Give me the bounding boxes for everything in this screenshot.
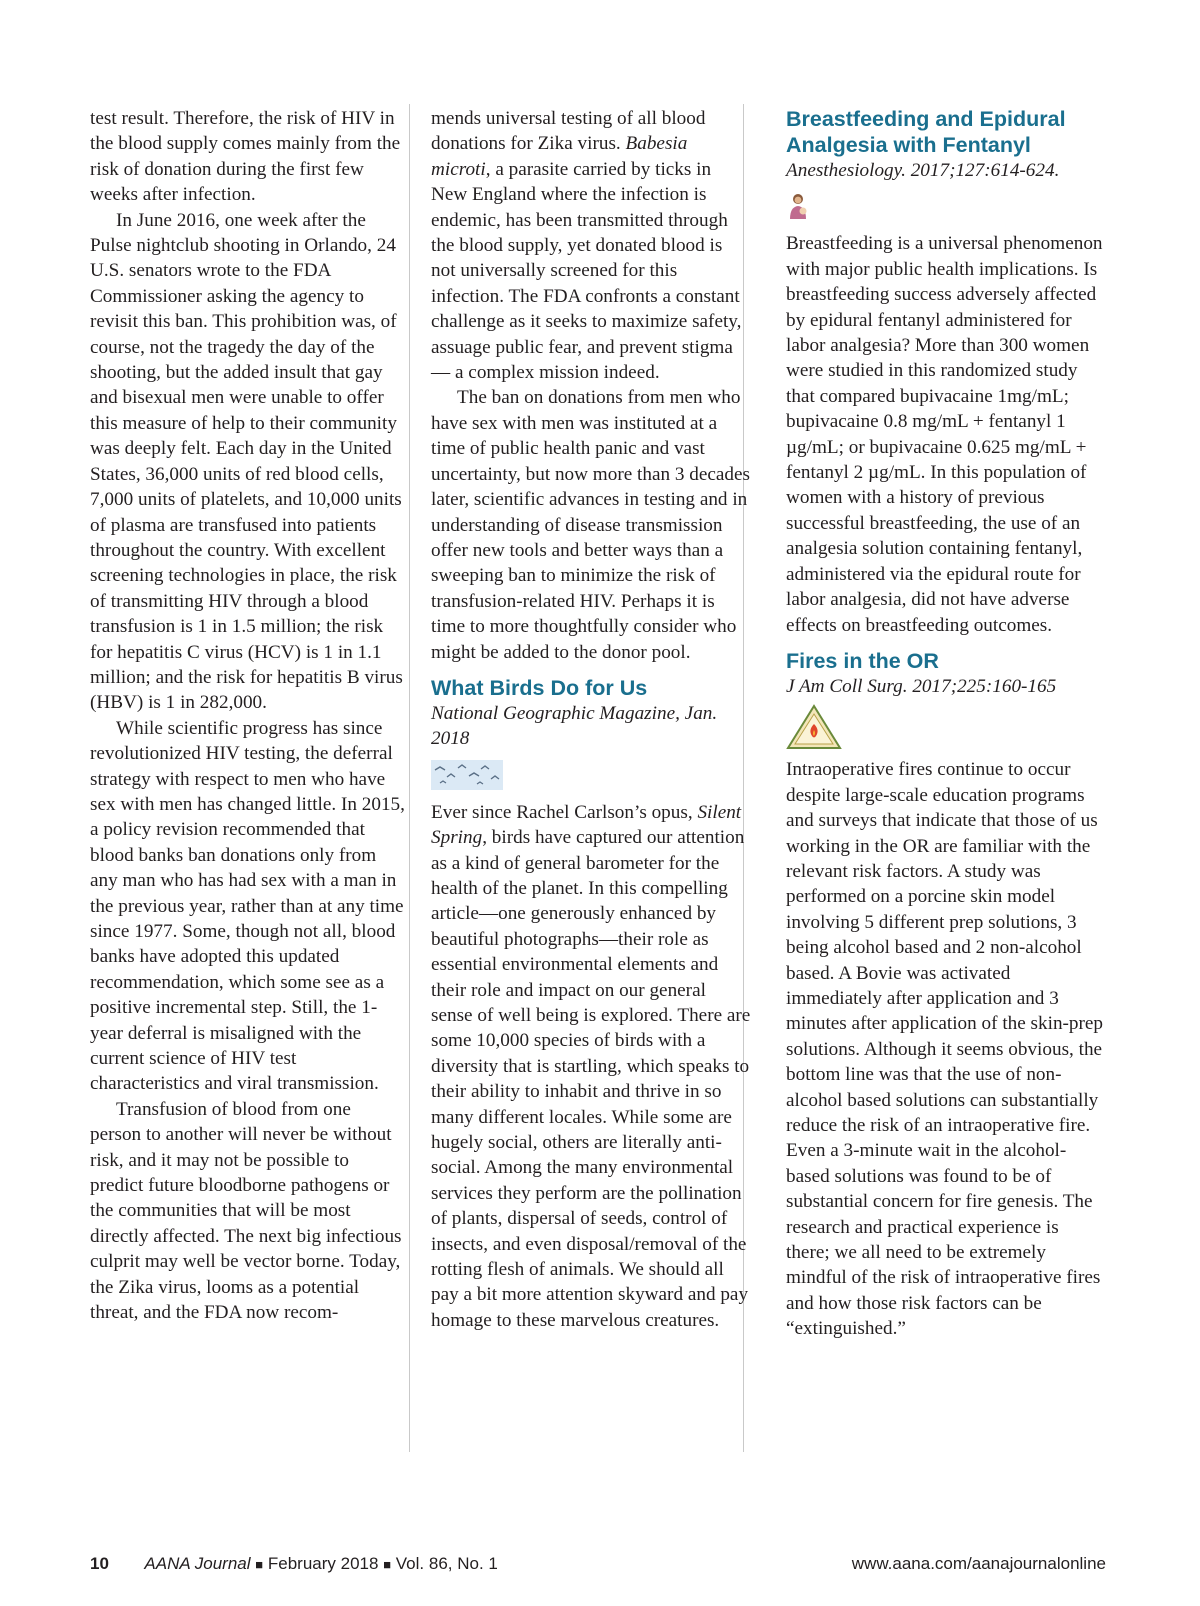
- breastfeeding-icon: [786, 187, 1106, 225]
- column-2: [431, 106, 751, 1333]
- issue-date: February 2018: [267, 1554, 379, 1573]
- section-heading-birds: What Birds Do for Us: [431, 675, 648, 700]
- species-name: Babesia microti: [431, 133, 688, 180]
- journal-name: AANA Journal: [144, 1554, 251, 1573]
- fire-triangle-icon: [786, 703, 1106, 751]
- footer-left: [90, 1554, 498, 1574]
- column-divider-1: [409, 104, 410, 1452]
- separator: ■: [383, 1557, 392, 1572]
- text-run: Ever since Rachel Carlson’s opus,: [431, 801, 698, 823]
- paragraph: Breastfeeding is a universal phenomenon with major public health implications. Is breastfeeding success adversely affected by epidural fentanyl administered for labor analgesia? More than 300 women were studied in this randomized study that compared bupivacaine 1mg/mL; bupivacaine 0.8 mg/mL + fentanyl 1 µg/mL; or bupivacaine 0.625 mg/mL + fentanyl 2 µg/mL. In this population of women with a history of previous successful breastfeeding, the use of an analgesia solution containing fentanyl, administered via the epidural route for labor analgesia, did not have adverse effects on breastfeeding outcomes.: [786, 233, 1103, 636]
- paragraph: Transfusion of blood from one person to another will never be without risk, and it may not be possible to predict future bloodborne pathogens or the communities that will be most directly affected. The next big infectious culprit may well be vector borne. Today, the Zika virus, looms as a potential threat, and the FDA now recom-: [90, 1098, 402, 1324]
- column-3: [786, 106, 1106, 1342]
- paragraph: Intraoperative fires continue to occur despite large-scale education programs and surveys that indicate that those of us working in the OR are familiar with the relevant risk factors. A study was performed on a porcine skin model involving 5 different prep solutions, 3 being alcohol based and 2 non-alcohol based. A Bovie was activated immediately after application and 3 minutes after application of the skin-prep solutions. Although it seems obvious, the bottom line was that the use of non-alcohol based solutions can substantially reduce the risk of an intraoperative fire. Even a 3-minute wait in the alcohol-based solutions was found to be of substantial concern for fire genesis. The research and practical experience is there; we all need to be extremely mindful of the risk of intraoperative fires and how those risk factors can be “extinguished.”: [786, 759, 1104, 1340]
- text-run: mends universal testing of all blood donations for Zika virus.: [431, 108, 706, 155]
- column-1: [90, 106, 406, 1326]
- text-run: , birds have captured our attention as a kind of general barometer for the health of the planet. In this compelling article—one generously enhanced by beautiful photographs—their role as essential environmental elements and their role and impact on our general sense of well being is explored. There are some 10,000 species of birds with a diversity that is startling, which speaks to their ability to inhabit and thrive in so many different locales. While some are hugely social, others are literally anti-social. Among the many environmental services they perform are the pollination of plants, dispersal of seeds, control of insects, and even disposal/removal of the rotting flesh of animals. We should all pay a bit more attention skyward and pay homage to these marvelous creatures.: [431, 827, 751, 1331]
- birds-icon: [431, 756, 751, 794]
- book-title: Silent Spring: [431, 801, 742, 849]
- citation-birds: National Geographic Magazine, Jan. 2018: [431, 702, 718, 750]
- section-heading-fires: Fires in the OR: [786, 648, 939, 673]
- paragraph: test result. Therefore, the risk of HIV in the blood supply comes mainly from the risk of donation during the first few weeks after infection.: [90, 108, 401, 206]
- paragraph: While scientific progress has since revolutionized HIV testing, the deferral strategy with respect to men who have sex with men has changed little. In 2015, a policy revision recommended that blood banks ban donations only from any man who has had sex with a man in the previous year, rather than at any time since 1977. Some, though not all, blood banks have adopted this updated recommendation, which some see as a positive incremental step. Still, the 1-year deferral is misaligned with the current science of HIV test characteristics and viral transmission.: [90, 717, 405, 1095]
- footer-url[interactable]: www.aana.com/aanajournalonline: [851, 1554, 1106, 1573]
- citation-fires: J Am Coll Surg. 2017;225:160-165: [786, 675, 1057, 697]
- text-run: , a parasite carried by ticks in New England where the infection is endemic, has been transmitted through the blood supply, yet donated blood is not universally screened for this infection. The FDA confronts a constant challenge as it seeks to maximize safety, assuage public fear, and prevent stigma — a complex mission indeed.: [431, 158, 742, 384]
- section-heading-breastfeeding: Breastfeeding and Epidural Analgesia with Fentanyl: [786, 107, 1066, 157]
- volume-info: Vol. 86, No. 1: [395, 1554, 498, 1573]
- paragraph: [431, 800, 751, 1334]
- separator: ■: [255, 1557, 264, 1572]
- paragraph: The ban on donations from men who have sex with men was instituted at a time of public health panic and vast uncertainty, but now more than 3 decades later, scientific advances in testing and in understanding of disease transmission offer new tools and better ways than a sweeping ban to minimize the risk of transfusion-related HIV. Perhaps it is time to more thoughtfully consider who might be added to the donor pool.: [431, 387, 750, 663]
- paragraph: [431, 106, 751, 385]
- citation-breastfeeding: Anesthesiology. 2017;127:614-624.: [786, 160, 1060, 181]
- page-number: 10: [90, 1554, 109, 1573]
- paragraph: In June 2016, one week after the Pulse nightclub shooting in Orlando, 24 U.S. senators wrote to the FDA Commissioner asking the agency to revisit this ban. This prohibition was, of course, not the tragedy the day of the shooting, but the added insult that gay and bisexual men were unable to offer this measure of help to their community was deeply felt. Each day in the United States, 36,000 units of red blood cells, 7,000 units of platelets, and 10,000 units of plasma are transfused into patients throughout the country. With excellent screening technologies in place, the risk of transmitting HIV through a blood transfusion is 1 in 1.5 million; the risk for hepatitis C virus (HCV) is 1 in 1.1 million; and the risk for hepatitis B virus (HBV) is 1 in 282,000.: [90, 209, 403, 714]
